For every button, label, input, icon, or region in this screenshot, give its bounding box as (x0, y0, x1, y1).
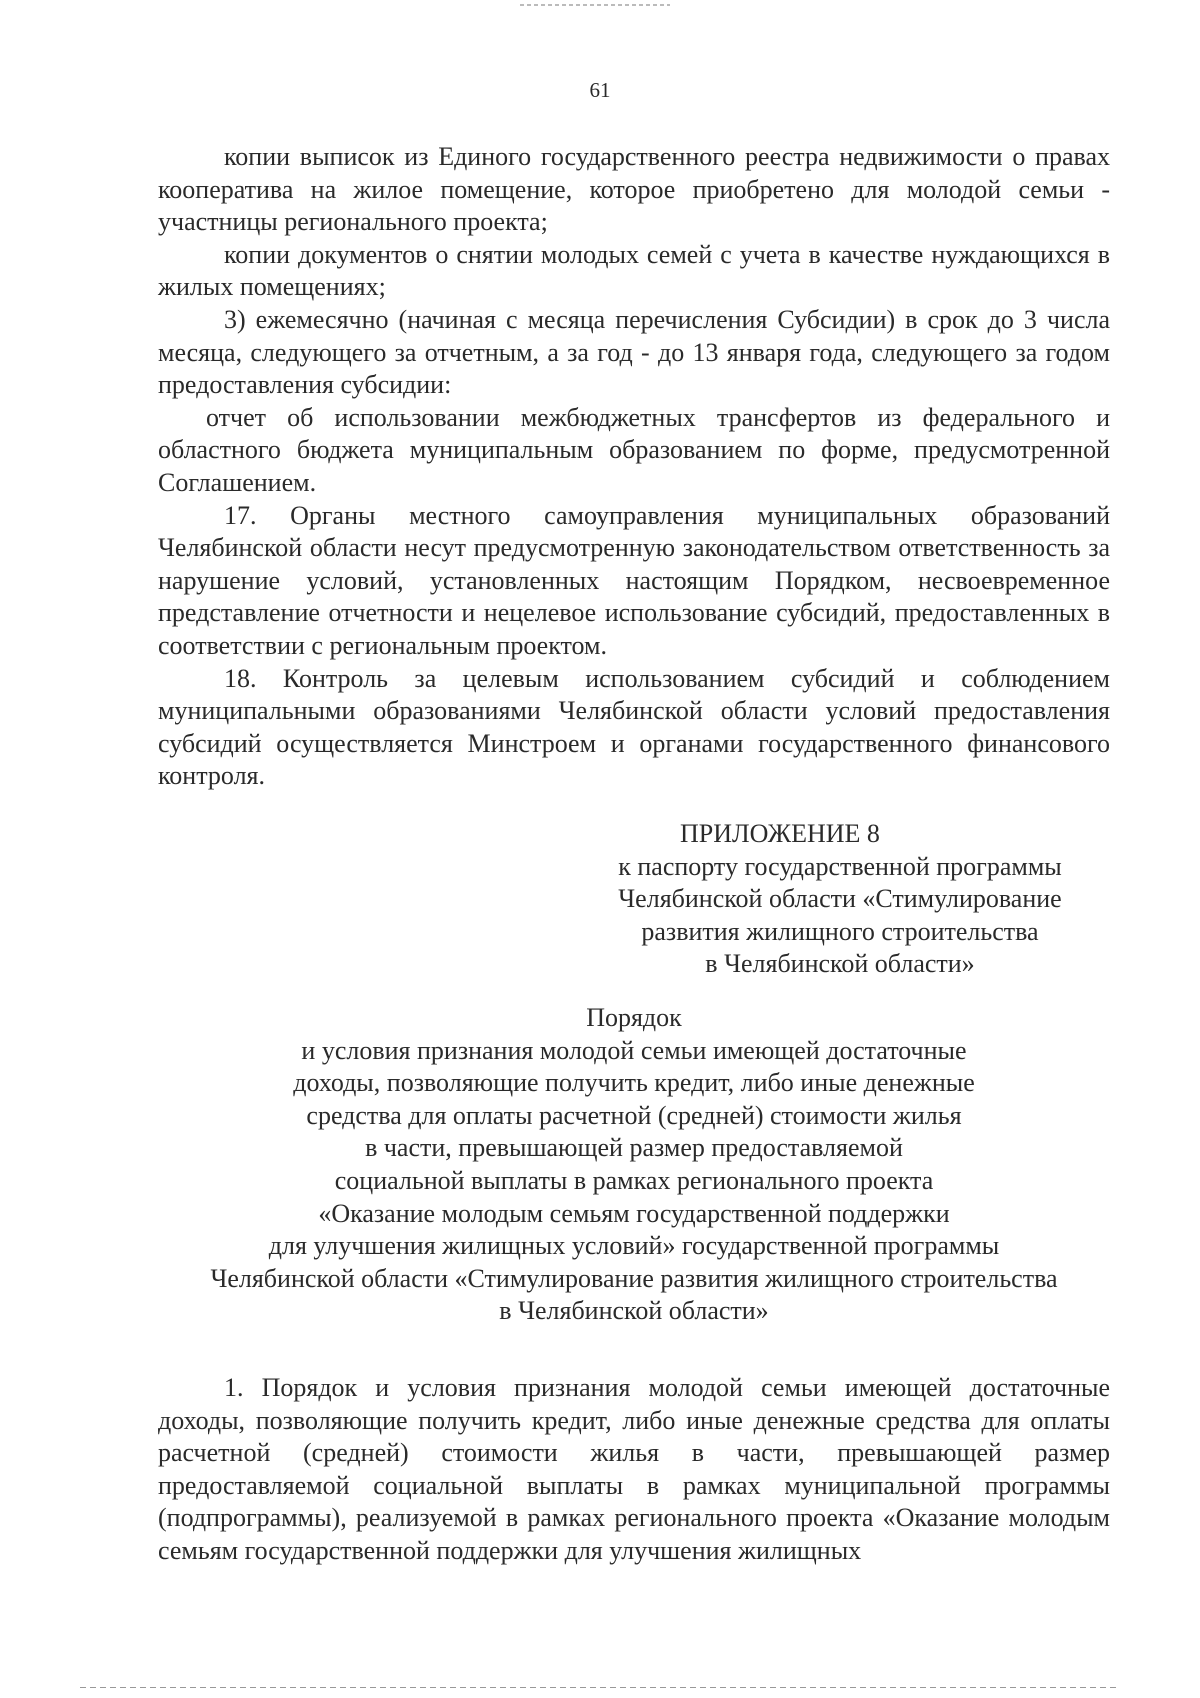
order-title-line: доходы, позволяющие получить кредит, либо иные денежные (293, 1068, 975, 1098)
paragraph-monthly-report: 3) ежемесячно (начиная с месяца перечисления Субсидии) в срок до 3 числа месяца, следующего за отчетным, а за год - до 13 января года, следующего за годом предоставления субсидии: (158, 304, 1110, 400)
paragraph-1: 1. Порядок и условия признания молодой семьи имеющей достаточные доходы, позволяющие получить кредит, либо иные денежные средства для оплаты расчетной (средней) стоимости жилья в части, превышающей размер предоставляемой социальной выплаты в рамках муниципальной программы (подпрограммы), реализуемой в рамках регионального проекта «Оказание молодым семьям государственной поддержки для улучшения жилищных (158, 1373, 1110, 1565)
appendix-line: в Челябинской области» (705, 949, 975, 979)
paragraph-deregistration-copies: копии документов о снятии молодых семей с учета в качестве нуждающихся в жилых помещениях; (158, 239, 1110, 302)
order-title-line: для улучшения жилищных условий» государственной программы (268, 1231, 1000, 1261)
paragraph-transfer-report: отчет об использовании межбюджетных трансфертов из федерального и областного бюджета муниципальным образованием по форме, предусмотренной Соглашением. (158, 402, 1110, 497)
appendix-heading: ПРИЛОЖЕНИЕ 8 (680, 819, 880, 848)
order-title-line: социальной выплаты в рамках регионального проекта (334, 1165, 934, 1195)
order-title-line: в части, превышающей размер предоставляемой (365, 1133, 903, 1163)
paragraph-17: 17. Органы местного самоуправления муниципальных образований Челябинской области несут предусмотренную законодательством ответственность за нарушение условий, установленных настоящим Порядком, несвоевременное представление отчетности и нецелевое использование субсидий, предоставленных в соответствии с региональным проектом. (158, 500, 1110, 660)
page-number: 61 (589, 78, 611, 102)
appendix-line: Челябинской области «Стимулирование (618, 884, 1062, 914)
appendix-block (560, 818, 1120, 981)
order-title-block (158, 1002, 1110, 1328)
order-title-line: «Оказание молодым семьям государственной поддержки (318, 1198, 950, 1228)
order-title-line: и условия признания молодой семьи имеющей достаточные (301, 1035, 967, 1065)
paragraph-extract-copies: копии выписок из Единого государственного реестра недвижимости о правах кооператива на жилое помещение, которое приобретено для молодой семьи - участницы регионального проекта; (158, 142, 1110, 237)
appendix-line: развития жилищного строительства (641, 916, 1039, 946)
paragraph-18: 18. Контроль за целевым использованием субсидий и соблюдением муниципальными образованиями Челябинской области условий предоставления субсидий осуществляется Минстроем и органами государственного финансового контроля. (158, 663, 1110, 791)
order-title-line: Челябинской области «Стимулирование развития жилищного строительства (210, 1263, 1058, 1293)
scan-artifact-top (520, 4, 670, 6)
appendix-line: к паспорту государственной программы (618, 851, 1062, 881)
order-title-line: средства для оплаты расчетной (средней) стоимости жилья (306, 1100, 962, 1130)
scan-artifact-bottom (80, 1687, 1120, 1688)
order-title-line: в Челябинской области» (499, 1296, 769, 1326)
order-heading: Порядок (586, 1003, 682, 1032)
body-text-bottom (158, 1372, 1110, 1568)
body-text-top (158, 141, 1110, 793)
